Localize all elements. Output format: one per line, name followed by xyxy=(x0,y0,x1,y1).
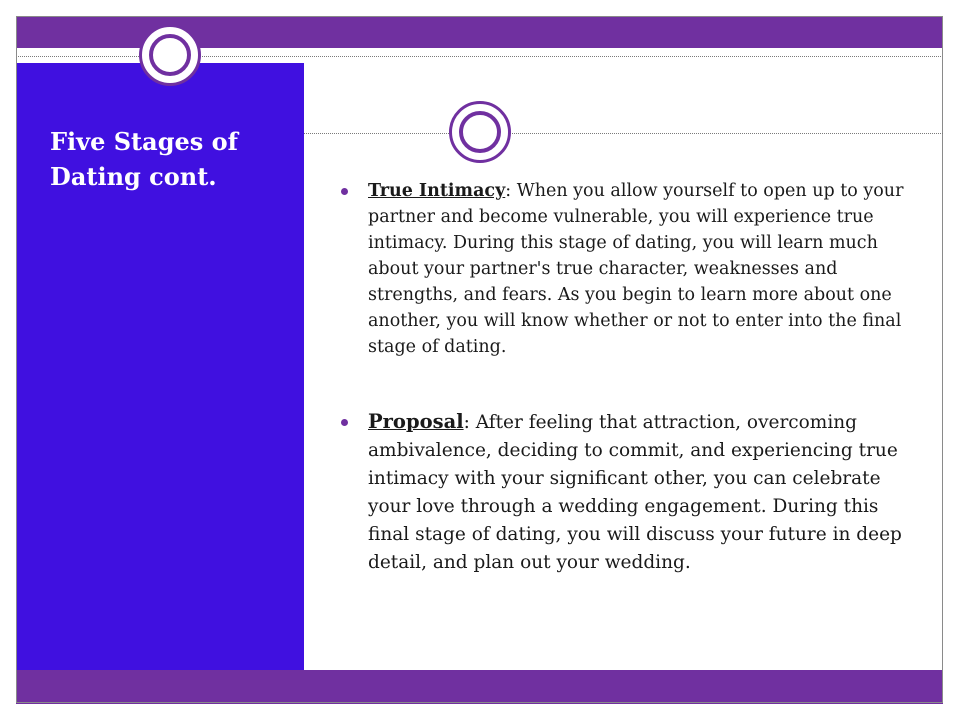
bullet-separator: : xyxy=(505,181,517,201)
bullet-text: When you allow yourself to open up to your partner and become vulnerable, you will experience true intimacy. During this stage of dating, you will learn much about your partner's true character, weaknesses and strengths, and fears. As you begin to learn more about one another, you will know whether or not to enter into the final stage of dating. xyxy=(368,181,904,357)
bullet-true-intimacy xyxy=(340,178,912,360)
bullet-term: Proposal xyxy=(368,410,464,433)
bullet-proposal xyxy=(340,408,912,577)
bullet-dot-icon xyxy=(341,419,348,426)
bullet-dot-icon xyxy=(341,188,348,195)
ring-inner-icon xyxy=(459,111,501,153)
bullet-term: True Intimacy xyxy=(368,181,506,201)
ring-inner-icon xyxy=(149,34,191,76)
bullet-list xyxy=(340,178,912,577)
content-dotted-divider xyxy=(304,133,943,134)
slide-title: Five Stages of Dating cont. xyxy=(50,127,238,191)
bullet-separator: : xyxy=(463,412,476,433)
bullet-text: After feeling that attraction, overcoming ambivalence, deciding to commit, and experiencing true intimacy with your significant other, you can celebrate your love through a wedding engagement. During this final stage of dating, you will discuss your future in deep detail, and plan out your wedding. xyxy=(368,412,902,573)
